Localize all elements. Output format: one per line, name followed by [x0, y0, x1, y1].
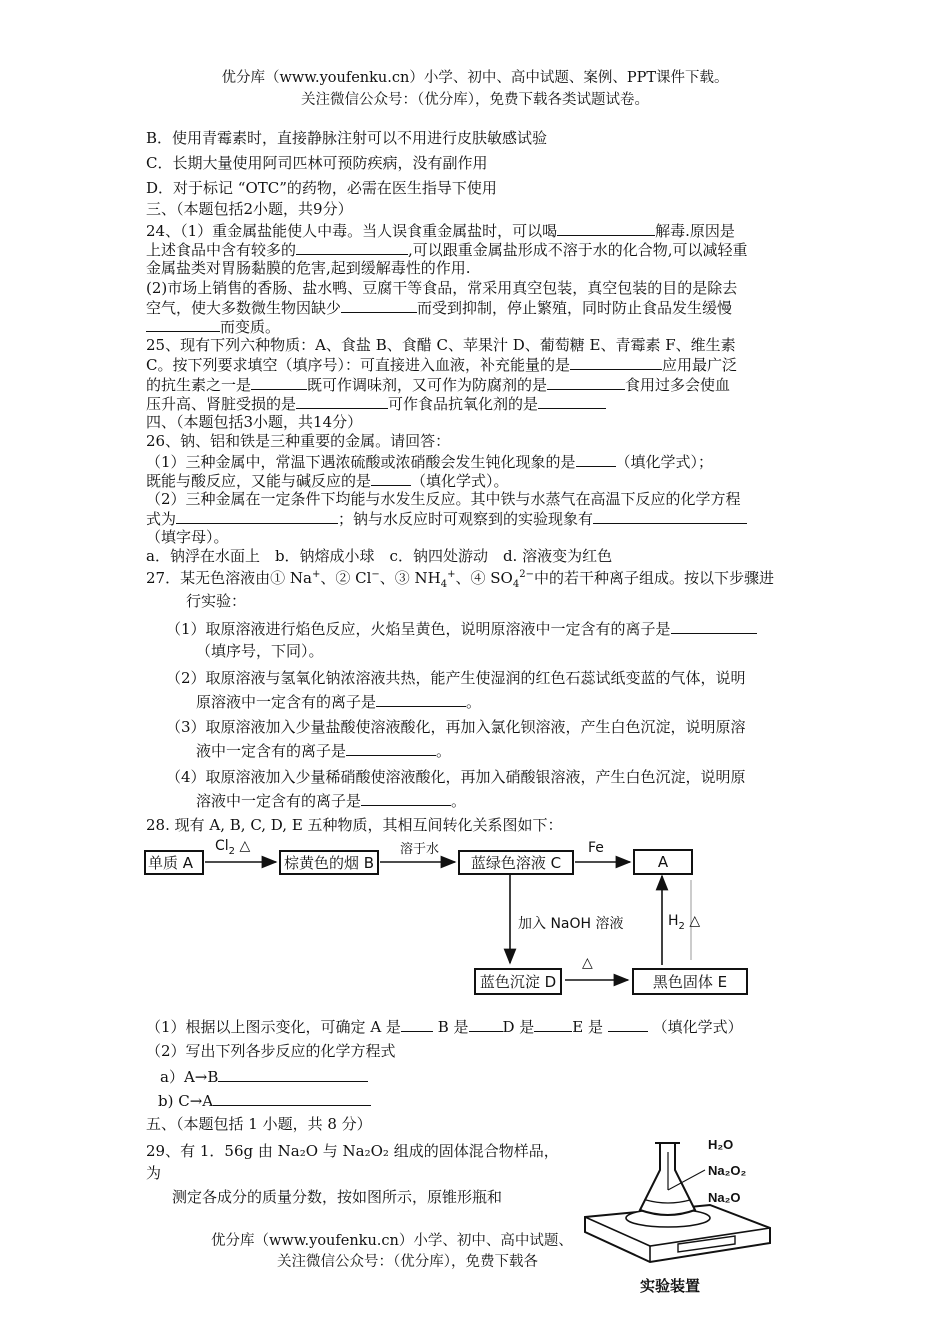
header-line-1: 优分库（www.youfenku.cn）小学、初中、高中试题、案例、PPT课件下载。 [221, 70, 729, 86]
box-single-a: 单质 A [144, 850, 204, 875]
q27-l1e: 中的若干种离子组成。按以下步骤进 [533, 569, 774, 587]
q25-line-1: 25、现有下列六种物质：A、食盐 B、食醋 C、苹果汁 D、葡萄糖 E、青霉素 F、维生素 [146, 336, 736, 354]
q29-line-2: 为 [146, 1164, 162, 1182]
q27-sup-2: − [371, 569, 380, 580]
apparatus-caption: 实验装置 [640, 1278, 701, 1295]
q27-sub-1: 4 [440, 579, 448, 590]
section-5-title: 五、（本题包括 1 小题，共 8 分） [146, 1115, 372, 1133]
label-h2-delta: △ [689, 913, 701, 929]
footer-line-1: 优分库（www.youfenku.cn）小学、初中、高中试题、 [211, 1233, 573, 1249]
q28-qa-text: a）A→B [160, 1068, 219, 1086]
label-cl2-delta: △ [239, 838, 251, 854]
q29-line-3: 测定各成分的质量分数，按如图所示，原锥形瓶和 [172, 1188, 503, 1206]
q28-q1b: B 是 [437, 1018, 469, 1036]
q26-l5b: ；钠与水反应时可观察到的实验现象有 [338, 510, 594, 528]
q28-q2: （2）写出下列各步反应的化学方程式 [146, 1042, 396, 1060]
label-h2-text: H [668, 913, 679, 929]
q24-l5a: 空气，使大多数微生物因缺少 [146, 299, 342, 317]
q24-l2b: ,可以跟重金属盐形成不溶于水的化合物,可以减轻重 [408, 241, 748, 259]
option-c: C．长期大量使用阿司匹林可预防疾病，没有副作用 [146, 154, 488, 172]
box-c: 蓝绿色溶液 C [458, 850, 574, 875]
q27-s4b: 溶液中一定含有的离子是 [196, 792, 362, 810]
q24-l2a: 上述食品中含有较多的 [146, 241, 297, 259]
option-d: D．对于标记 “OTC”的药物，必需在医生指导下使用 [146, 179, 497, 197]
q28-q1d: E 是 [572, 1018, 604, 1036]
q27-s2-line-1: （2）取原溶液与氢氧化钠浓溶液共热，能产生使湿润的红色石蕊试纸变蓝的气体，说明 [166, 669, 746, 687]
label-na2o: Na₂O [708, 1190, 741, 1205]
q28-q1a: （1）根据以上图示变化，可确定 A 是 [146, 1018, 401, 1036]
q28-q1c: D 是 [502, 1018, 535, 1036]
q24-line-3: 金属盐类对胃肠黏膜的危害,起到缓解毒性的作用. [146, 259, 471, 277]
q26-line-6: （填字母）。 [146, 528, 229, 546]
q25-l3a: 的抗生素之一是 [146, 376, 252, 394]
label-cl2-sub: 2 [228, 845, 236, 857]
q27-line-2: 行实验： [186, 592, 247, 610]
q27-l1b: 、② Cl [320, 569, 372, 587]
label-water: 溶于水 [400, 842, 440, 857]
q27-sup-3: + [447, 569, 456, 580]
q26-l2b: （填化学式）； [615, 453, 714, 471]
option-b: B．使用青霉素时，直接静脉注射可以不用进行皮肤敏感试验 [146, 129, 548, 147]
q26-l2a: （1）三种金属中，常温下遇浓硫酸或浓硝酸会发生钝化现象的是 [146, 453, 576, 471]
q25-l2a: C。按下列要求填空（填序号）：可直接进入血液，补充能量的是 [146, 356, 570, 374]
q27-l1a: 27．某无色溶液由① Na [146, 569, 312, 587]
q25-l3b: 既可作调味剂，又可作为防腐剂的是 [307, 376, 548, 394]
q24-l6: 而变质。 [220, 318, 281, 336]
header-line-2: 关注微信公众号：（优分库），免费下载各类试题试卷。 [301, 92, 649, 108]
q25-l4b: 可作食品抗氧化剂的是 [388, 395, 539, 413]
box-d: 蓝色沉淀 D [474, 968, 562, 995]
q29-line-1: 29、有 1．56g 由 Na₂O 与 Na₂O₂ 组成的固体混合物样品， [146, 1142, 559, 1160]
q27-sub-2: 4 [512, 579, 520, 590]
box-b: 棕黄色的烟 B [279, 850, 379, 875]
q28-q1e: （填化学式） [652, 1018, 743, 1036]
label-fe: Fe [588, 840, 604, 856]
q26-l5a: 式为 [146, 510, 177, 528]
q27-period-1: 。 [466, 693, 482, 711]
q27-s2b: 原溶液中一定含有的离子是 [196, 693, 377, 711]
q26-line-7: a．钠浮在水面上 b．钠熔成小球 c．钠四处游动 d. 溶液变为红色 [146, 547, 613, 565]
q28-intro: 28. 现有 A, B, C, D, E 五种物质，其相互间转化关系图如下： [146, 816, 563, 834]
label-delta: △ [582, 955, 593, 971]
q27-s1a: （1）取原溶液进行焰色反应，火焰呈黄色，说明原溶液中一定含有的离子是 [166, 620, 671, 638]
q27-s1-line-2: （填序号，下同）。 [196, 642, 324, 660]
q24-l5b: 而受到抑制，停止繁殖，同时防止食品发生缓慢 [417, 299, 733, 317]
label-na2o2: Na₂O₂ [708, 1163, 747, 1178]
label-h2o: H₂O [708, 1137, 734, 1152]
q26-line-1: 26、钠、铝和铁是三种重要的金属。请回答： [146, 432, 451, 450]
q24-l1a: 24、（1）重金属盐能使人中毒。当人误食重金属盐时，可以喝 [146, 222, 558, 240]
q27-s4-line-1: （4）取原溶液加入少量稀硝酸使溶液酸化，再加入硝酸银溶液，产生白色沉淀，说明原 [166, 768, 746, 786]
box-e: 黑色固体 E [632, 968, 748, 995]
q27-l1c: 、③ NH [379, 569, 441, 587]
label-naoh: 加入 NaOH 溶液 [518, 916, 624, 932]
q25-l4a: 压升高、肾脏受损的是 [146, 395, 297, 413]
label-cl2-text: Cl [215, 838, 229, 854]
q25-l2b: 应用最广泛 [661, 356, 737, 374]
q27-period-3: 。 [451, 792, 467, 810]
footer-line-2: 关注微信公众号：（优分库），免费下载各 [277, 1254, 538, 1270]
q26-line-4: （2）三种金属在一定条件下均能与水发生反应。其中铁与水蒸气在高温下反应的化学方程 [146, 490, 741, 508]
section-3-title: 三、（本题包括2小题，共9分） [146, 200, 353, 218]
q25-l3c: 食用过多会使血 [625, 376, 731, 394]
q27-sup-4: 2− [519, 569, 534, 580]
q28-qb-text: b) C→A [158, 1092, 214, 1110]
q27-sup-1: + [311, 569, 321, 580]
section-4-title: 四、（本题包括3小题，共14分） [146, 413, 363, 431]
box-a: A [633, 849, 693, 875]
q27-s3-line-1: （3）取原溶液加入少量盐酸使溶液酸化，再加入氯化钡溶液，产生白色沉淀，说明原溶 [166, 718, 746, 736]
q24-line-4: (2)市场上销售的香肠、盐水鸭、豆腐干等食品，常采用真空包装，真空包装的目的是除去 [146, 279, 738, 297]
q27-period-2: 。 [436, 742, 452, 760]
q27-l1d: 、④ SO [455, 569, 513, 587]
label-h2-sub: 2 [678, 920, 685, 932]
q24-l1b: 解毒.原因是 [655, 222, 735, 240]
q27-s3b: 液中一定含有的离子是 [196, 742, 347, 760]
q26-l3a: 既能与酸反应，又能与碱反应的是 [146, 472, 372, 490]
q26-l3b: （填化学式）。 [411, 472, 509, 490]
